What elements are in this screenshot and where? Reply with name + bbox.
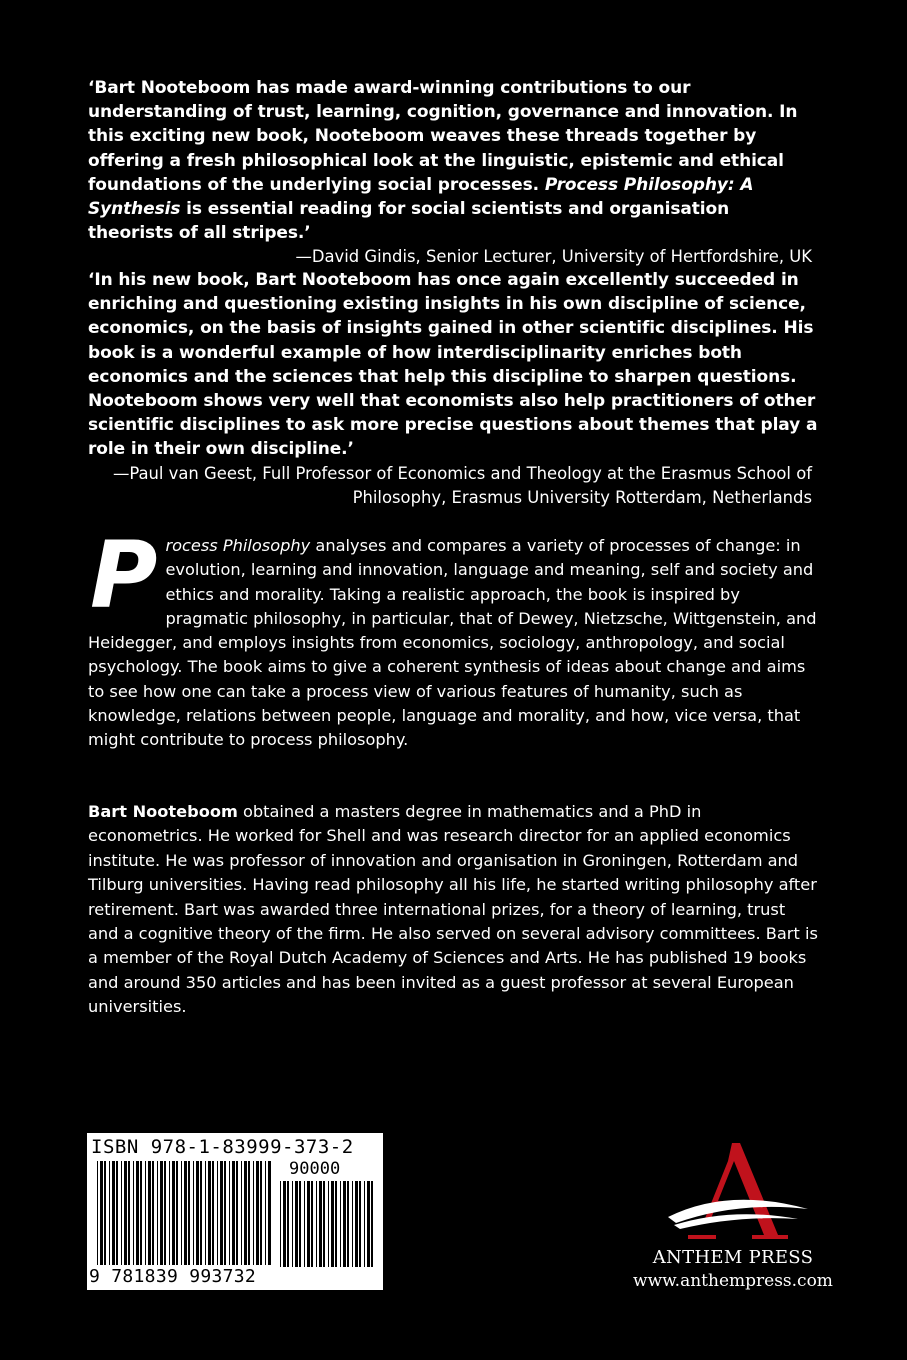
price-code: 90000 xyxy=(289,1159,341,1179)
barcode-bar xyxy=(355,1181,358,1267)
barcode-bar xyxy=(200,1161,202,1265)
barcode-bar xyxy=(323,1181,325,1267)
barcode-bar xyxy=(160,1161,163,1265)
review-quote-1-attribution: —David Gindis, Senior Lecturer, University of Hertfordshire, UK xyxy=(295,247,812,267)
drop-cap: P xyxy=(90,522,158,629)
barcode-bar xyxy=(287,1181,289,1267)
barcode-digits: 9 781839 993732 xyxy=(89,1266,257,1287)
barcode-bar xyxy=(184,1161,187,1265)
barcode-bar xyxy=(145,1161,146,1265)
barcode-bar xyxy=(133,1161,134,1265)
barcode-main-bars xyxy=(97,1161,273,1265)
barcode-bar xyxy=(112,1161,115,1265)
barcode-bar xyxy=(295,1181,298,1267)
barcode-bar xyxy=(172,1161,175,1265)
barcode-bar xyxy=(100,1161,103,1265)
barcode-bar xyxy=(121,1161,122,1265)
barcode-bar xyxy=(283,1181,286,1267)
book-title-italic: Process Philosophy: A Synthesis xyxy=(88,174,754,220)
quote-text: is essential reading for social scientists and organisation theorists of all stripes.’ xyxy=(88,199,730,244)
barcode-bar xyxy=(188,1161,190,1265)
barcode-bar xyxy=(97,1161,98,1265)
barcode-bar xyxy=(140,1161,142,1265)
barcode-bar xyxy=(256,1161,259,1265)
barcode-bar xyxy=(331,1181,334,1267)
barcode-bar xyxy=(229,1161,230,1265)
barcode-bar xyxy=(104,1161,106,1265)
book-description xyxy=(88,522,818,753)
quote-text: ‘Bart Nooteboom has made award-winning contributions to our understanding of trust, learning, cognition, governance and innovation. In this exciting new book, Nooteboom weaves these threads together by offering a fresh philosophical look at the linguistic, epistemic and ethical foundations of the underlying social processes. xyxy=(88,78,798,195)
barcode-bar xyxy=(364,1181,365,1267)
barcode-bar xyxy=(244,1161,247,1265)
barcode-bar xyxy=(196,1161,199,1265)
barcode-bar xyxy=(347,1181,349,1267)
barcode-bar xyxy=(208,1161,211,1265)
barcode-bar xyxy=(220,1161,223,1265)
barcode-bar xyxy=(232,1161,235,1265)
publisher-url[interactable]: www.anthempress.com xyxy=(633,1271,833,1291)
review-quote-2-attribution-line1: —Paul van Geest, Full Professor of Economics and Theology at the Erasmus School of xyxy=(112,463,812,483)
barcode-bar xyxy=(248,1161,250,1265)
publisher-logo xyxy=(628,1135,838,1305)
book-title-italic: rocess Philosophy xyxy=(165,536,311,555)
isbn-barcode xyxy=(87,1133,383,1290)
barcode-addon-bars xyxy=(280,1181,376,1267)
barcode-bar xyxy=(268,1161,271,1265)
barcode-bar xyxy=(176,1161,178,1265)
review-quote-2-text: ‘In his new book, Bart Nooteboom has once again excellently succeeded in enriching and questioning existing insights in his own discipline of science, economics, on the basis of insights gained in other scientific disciplines. His book is a wonderful example of how interdisciplinarity enriches both economics and the sciences that help this discipline to sharpen questions. Nooteboom shows very well that economists also help practitioners of other scientific disciplines to ask more precise questions about themes that play a role in their own discipline.’ xyxy=(88,270,818,460)
barcode-bar xyxy=(193,1161,194,1265)
barcode-bar xyxy=(292,1181,293,1267)
barcode-bar xyxy=(311,1181,313,1267)
review-quote-2-attribution-line2: Philosophy, Erasmus University Rotterdam, Netherlands xyxy=(352,487,812,507)
author-bio-text: obtained a masters degree in mathematics and a PhD in econometrics. He worked for Shell and was research director for an applied economics institute. He was professor of innovation and organisation in Groningen, Rotterdam and Tilburg universities. Having read philosophy all his life, he started writing philosophy after retirement. Bart was awarded three international prizes, for a theory of learning, trust and a cognitive theory of the firm. He also served on several advisory committees. Bart is a member of the Royal Dutch Academy of Sciences and Arts. He has published 19 books and around 350 articles and has been invited as a guest professor at several European universities. xyxy=(88,802,818,1017)
barcode-bar xyxy=(343,1181,346,1267)
barcode-bar xyxy=(359,1181,361,1267)
barcode-bar xyxy=(109,1161,110,1265)
barcode-bar xyxy=(352,1181,353,1267)
barcode-bar xyxy=(212,1161,214,1265)
barcode-bar xyxy=(148,1161,151,1265)
author-name: Bart Nooteboom xyxy=(88,802,238,821)
barcode-bar xyxy=(260,1161,262,1265)
barcode-bar xyxy=(128,1161,130,1265)
barcode-bar xyxy=(265,1161,266,1265)
review-quote-1 xyxy=(88,76,818,269)
barcode-bar xyxy=(224,1161,226,1265)
barcode-bar xyxy=(157,1161,158,1265)
barcode-bar xyxy=(299,1181,301,1267)
barcode-bar xyxy=(169,1161,170,1265)
barcode-bar xyxy=(152,1161,154,1265)
barcode-bar xyxy=(367,1181,370,1267)
barcode-bar xyxy=(319,1181,322,1267)
barcode-bar xyxy=(335,1181,337,1267)
barcode-bar xyxy=(116,1161,118,1265)
barcode-bar xyxy=(124,1161,127,1265)
barcode-bar xyxy=(164,1161,166,1265)
barcode-bar xyxy=(340,1181,341,1267)
author-bio xyxy=(88,800,818,1020)
barcode-bar xyxy=(136,1161,139,1265)
barcode-bar xyxy=(307,1181,310,1267)
barcode-bar xyxy=(217,1161,218,1265)
barcode-bar xyxy=(371,1181,373,1267)
barcode-bar xyxy=(328,1181,329,1267)
barcode-bar xyxy=(205,1161,206,1265)
review-quote-2 xyxy=(88,268,818,510)
anthem-a-logo-icon xyxy=(628,1135,838,1247)
description-text: analyses and compares a variety of processes of change: in evolution, learning and innovation, language and meaning, self and society and ethics and morality. Taking a realistic approach, the book is inspired by pragmatic philosophy, in particular, that of Dewey, Nietzsche, Wittgenstein, and Heidegger, and employs insights from economics, sociology, anthropology, and social psychology. The book aims to give a coherent synthesis of ideas about change and aims to see how one can take a process view of various features of humanity, such as knowledge, relations between people, language and morality, and how, vice versa, that might contribute to process philosophy. xyxy=(88,536,817,750)
barcode-bar xyxy=(241,1161,242,1265)
barcode-bar xyxy=(236,1161,238,1265)
barcode-bar xyxy=(304,1181,305,1267)
barcode-bar xyxy=(253,1161,254,1265)
barcode-bar xyxy=(316,1181,317,1267)
publisher-name: ANTHEM PRESS xyxy=(652,1247,814,1268)
review-quote-1-text xyxy=(88,76,818,245)
barcode-bar xyxy=(280,1181,281,1267)
barcode-bar xyxy=(181,1161,182,1265)
isbn-label: ISBN 978-1-83999-373-2 xyxy=(91,1136,354,1158)
